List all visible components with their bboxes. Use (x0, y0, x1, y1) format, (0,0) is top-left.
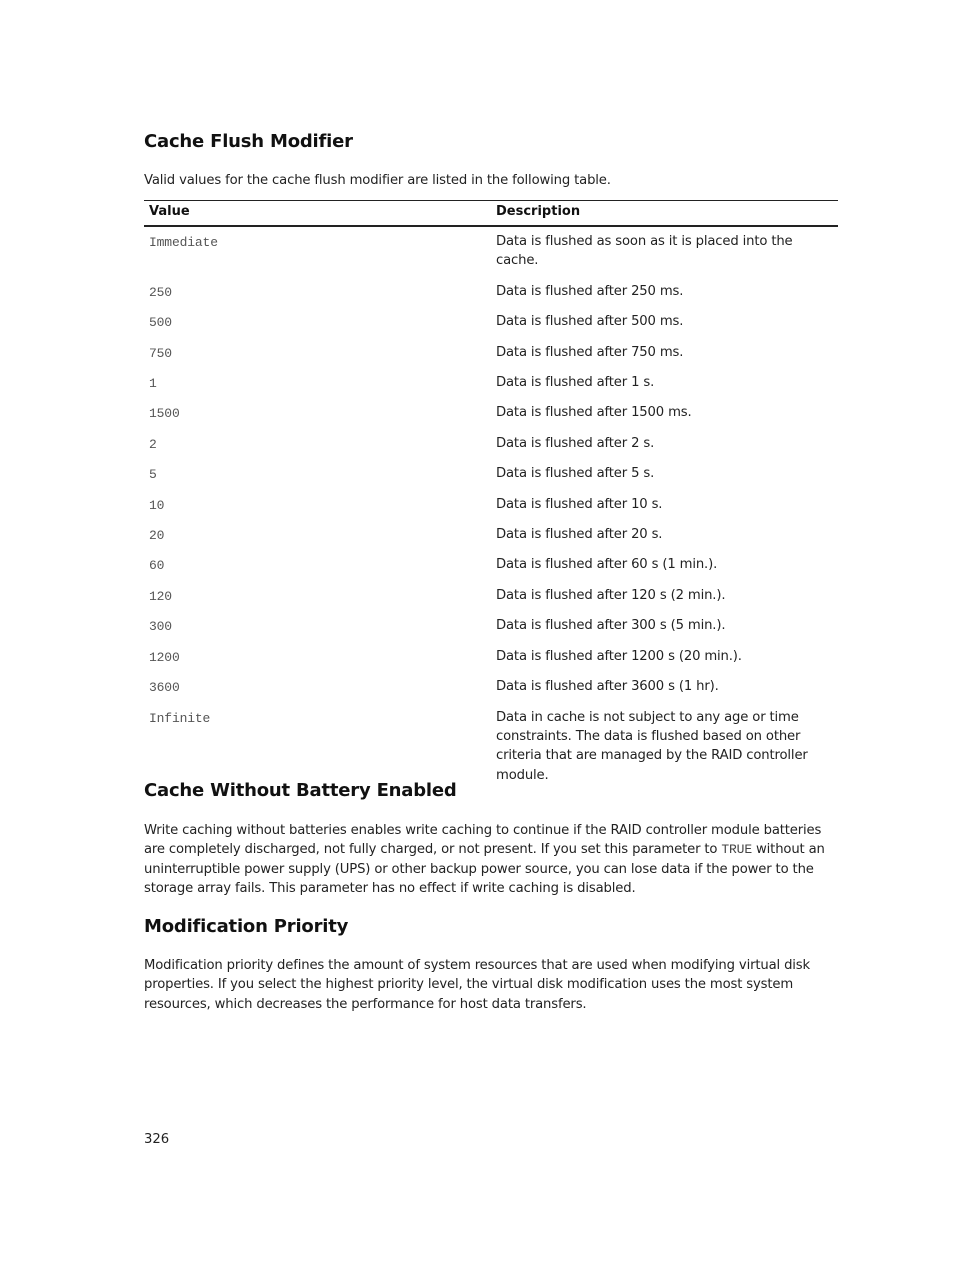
table-header-row (144, 201, 838, 227)
table-row (144, 520, 838, 550)
cache-flush-table-body (144, 226, 838, 791)
value-cell (144, 277, 491, 307)
cache-flush-table (144, 200, 838, 791)
value-code: 750 (149, 345, 172, 361)
table-row (144, 398, 838, 428)
value-code: 3600 (149, 680, 180, 696)
value-code: 20 (149, 528, 165, 544)
value-code: 10 (149, 497, 165, 513)
value-cell (144, 459, 491, 489)
table-row (144, 338, 838, 368)
value-code: 120 (149, 588, 172, 604)
section-title-cache-flush-modifier: Cache Flush Modifier (144, 131, 353, 152)
value-code: 60 (149, 558, 165, 574)
description-cell: Data is flushed after 1 s. (496, 375, 655, 391)
description-cell: Data is flushed after 1200 s (20 min.). (496, 648, 742, 664)
table-row (144, 429, 838, 459)
value-cell (144, 398, 491, 428)
value-cell (144, 226, 491, 277)
description-cell: Data in cache is not subject to any age or time constraints. The data is flushed based on other criteria that are managed by the RAID controller module. (496, 709, 808, 783)
description-cell: Data is flushed as soon as it is placed into the cache. (496, 234, 793, 269)
value-code: 1200 (149, 649, 180, 665)
value-cell (144, 338, 491, 368)
value-cell (144, 307, 491, 337)
value-code: 1500 (149, 406, 180, 422)
paragraph-text: Write caching without batteries enables write caching to continue if the RAID controller module batteries are completely discharged, not fully charged, or not present. If you set this parameter to (144, 823, 822, 858)
description-cell: Data is flushed after 120 s (2 min.). (496, 587, 726, 603)
table-row (144, 581, 838, 611)
value-cell (144, 429, 491, 459)
table-row (144, 642, 838, 672)
table-row (144, 703, 838, 792)
cache-without-battery-paragraph (144, 821, 840, 899)
table-row (144, 368, 838, 398)
value-code: 300 (149, 619, 172, 635)
value-cell (144, 520, 491, 550)
description-cell: Data is flushed after 300 s (5 min.). (496, 618, 726, 634)
value-cell (144, 672, 491, 702)
description-cell: Data is flushed after 2 s. (496, 435, 655, 451)
description-cell: Data is flushed after 10 s. (496, 496, 663, 512)
table-row (144, 611, 838, 641)
value-code: Immediate (149, 235, 218, 250)
description-cell: Data is flushed after 60 s (1 min.). (496, 557, 718, 573)
table-row (144, 226, 838, 277)
value-cell (144, 490, 491, 520)
table-row (144, 459, 838, 489)
value-code: Infinite (149, 710, 211, 726)
value-code: 2 (149, 436, 157, 452)
description-cell: Data is flushed after 250 ms. (496, 283, 684, 299)
description-cell: Data is flushed after 750 ms. (496, 344, 684, 360)
description-cell: Data is flushed after 1500 ms. (496, 405, 692, 421)
cache-flush-intro: Valid values for the cache flush modifier are listed in the following table. (144, 173, 611, 188)
table-row (144, 672, 838, 702)
table-row (144, 550, 838, 580)
value-code: 1 (149, 376, 157, 392)
value-cell (144, 642, 491, 672)
description-cell: Data is flushed after 20 s. (496, 527, 663, 543)
value-cell (144, 581, 491, 611)
value-code: 250 (149, 284, 172, 300)
section-title-cache-without-battery: Cache Without Battery Enabled (144, 780, 457, 801)
column-header-description: Description (491, 201, 838, 227)
description-cell: Data is flushed after 5 s. (496, 466, 655, 482)
paragraph-text: without an uninterruptible power supply (UPS) or other backup power source, you can lose data if the power to the storage array fails. This parameter has no effect if write caching is disabled. (144, 842, 825, 897)
description-cell: Data is flushed after 3600 s (1 hr). (496, 679, 719, 695)
table-row (144, 277, 838, 307)
table-row (144, 490, 838, 520)
value-code: 5 (149, 467, 157, 483)
table-row (144, 307, 838, 337)
value-cell (144, 703, 491, 792)
column-header-value: Value (144, 201, 491, 227)
value-code: 500 (149, 315, 172, 331)
value-cell (144, 368, 491, 398)
modification-priority-paragraph: Modification priority defines the amount of system resources that are used when modifying virtual disk properties. If you select the highest priority level, the virtual disk modification uses the most system resources, which decreases the performance for host data transfers. (144, 958, 811, 1012)
description-cell: Data is flushed after 500 ms. (496, 314, 684, 330)
value-cell (144, 611, 491, 641)
page-number: 326 (144, 1132, 170, 1147)
code-true: TRUE (721, 842, 752, 858)
section-title-modification-priority: Modification Priority (144, 916, 349, 937)
value-cell (144, 550, 491, 580)
